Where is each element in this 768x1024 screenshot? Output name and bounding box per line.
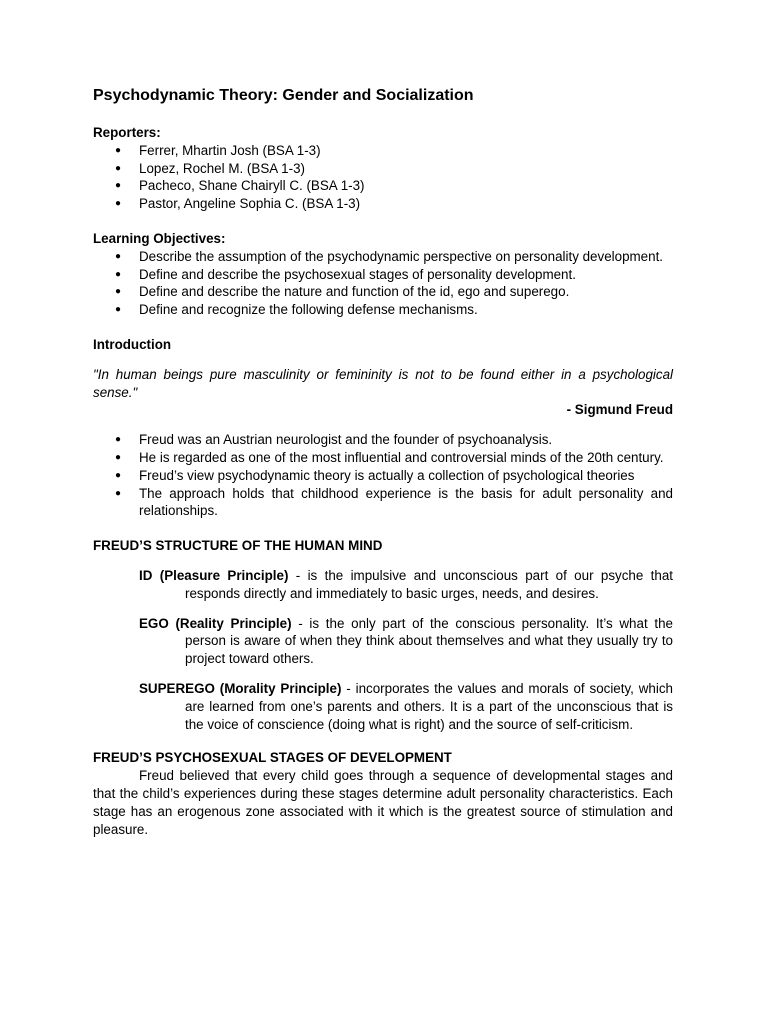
spacer (93, 419, 673, 431)
stages-paragraph: Freud believed that every child goes through a sequence of developmental stages and that the child’s experiences during these stages determine adult personality characteristics. Each stage has an erogenous zone associated with it which is the greatest source of stimulation and pleasure. (93, 768, 673, 837)
introduction-list (93, 431, 673, 520)
spacer (93, 354, 673, 366)
freud-quote: "In human beings pure masculinity or femininity is not to be found either in a psychological sense." (93, 366, 673, 400)
quote-attribution: - Sigmund Freud (566, 402, 673, 418)
objectives-label: Learning Objectives: (93, 230, 226, 246)
objective-item: ● Define and recognize the following defense mechanisms. (93, 301, 673, 319)
objective-item: ● Define and describe the psychosexual stages of personality development. (93, 266, 673, 284)
reporter-item: ● Lopez, Rochel M. (BSA 1-3) (93, 160, 673, 178)
spacer (93, 319, 673, 336)
spacer (93, 213, 673, 230)
reporter-item: ● Pacheco, Shane Chairyll C. (BSA 1-3) (93, 177, 673, 195)
superego-definition (139, 680, 673, 733)
structure-heading: FREUD’S STRUCTURE OF THE HUMAN MIND (93, 538, 383, 554)
superego-term: SUPEREGO (Morality Principle) (139, 680, 342, 696)
objective-item: ● Describe the assumption of the psychodynamic perspective on personality development. (93, 248, 673, 266)
id-term: ID (Pleasure Principle) (139, 567, 289, 583)
stages-heading: FREUD’S PSYCHOSEXUAL STAGES OF DEVELOPMENT (93, 750, 452, 766)
id-definition (139, 567, 673, 603)
ego-term: EGO (Reality Principle) (139, 615, 292, 631)
reporter-item: ● Ferrer, Mhartin Josh (BSA 1-3) (93, 142, 673, 160)
superego-text: - incorporates the values and morals of society, which are learned from one’s parents and others. It is a part of the unconscious that is the voice of conscience (doing what is right) and the source of self-criticism. (185, 680, 673, 732)
document-title: Psychodynamic Theory: Gender and Socialization (93, 87, 474, 104)
introduction-label: Introduction (93, 336, 172, 352)
intro-item: ● Freud’s view psychodynamic theory is actually a collection of psychological theories (93, 467, 673, 485)
spacer (93, 520, 673, 537)
spacer (93, 555, 673, 567)
intro-item: ● Freud was an Austrian neurologist and the founder of psychoanalysis. (93, 431, 673, 449)
ego-definition (139, 615, 673, 668)
intro-item: ● The approach holds that childhood experience is the basis for adult personality and relationships. (93, 485, 673, 521)
reporters-label: Reporters: (93, 125, 161, 140)
objectives-list (93, 248, 673, 319)
intro-item: ● He is regarded as one of the most influential and controversial minds of the 20th century. (93, 449, 673, 467)
id-text: - is the impulsive and unconscious part of our psyche that responds directly and immediately to basic urges, needs, and desires. (185, 567, 673, 601)
objective-item: ● Define and describe the nature and function of the id, ego and superego. (93, 283, 673, 301)
reporters-list (93, 142, 673, 213)
ego-text: - is the only part of the conscious personality. It’s what the person is aware of when they think about themselves and what they usually try to project toward others. (185, 615, 673, 667)
reporter-item: ● Pastor, Angeline Sophia C. (BSA 1-3) (93, 195, 673, 213)
